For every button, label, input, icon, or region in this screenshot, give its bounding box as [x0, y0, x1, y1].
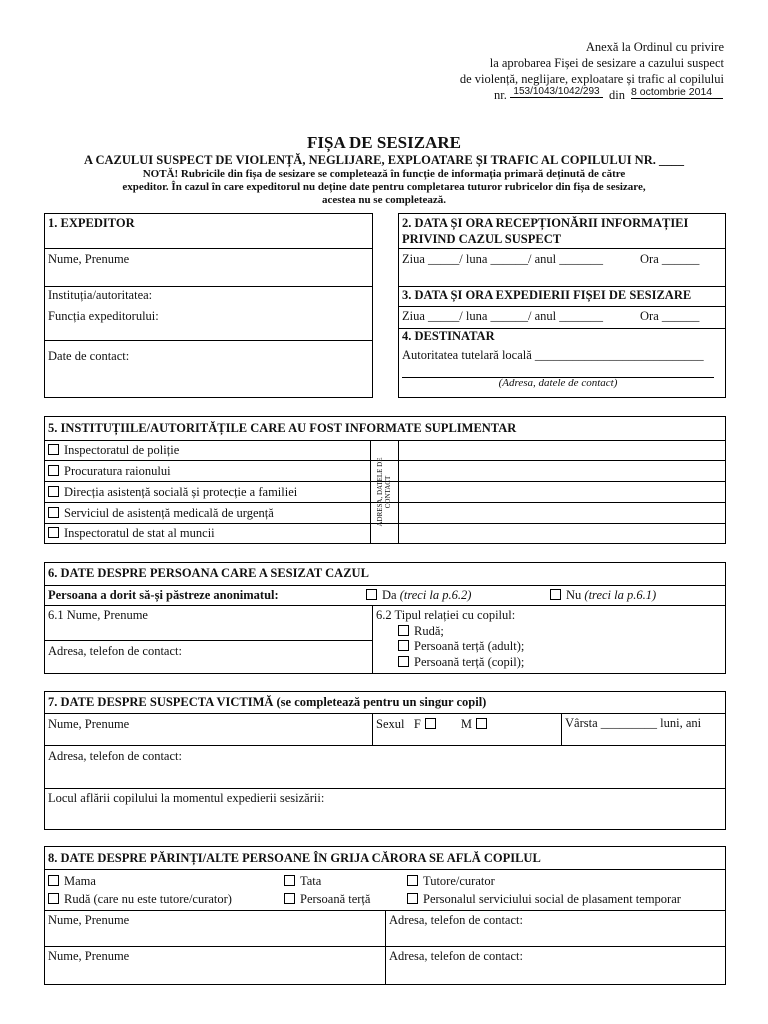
victim-location-field[interactable]: Locul aflării copilului la momentul expedierii sesizării: — [48, 791, 325, 805]
guardian-2-name-field[interactable]: Nume, Prenume — [48, 949, 130, 963]
checkbox[interactable] — [407, 893, 418, 904]
checkbox[interactable] — [425, 718, 436, 729]
section-7-title: 7. DATE DESPRE SUSPECTA VICTIMĂ (se completează pentru un singur copil) — [48, 695, 487, 709]
guardian-option[interactable]: Tutore/curator — [407, 874, 495, 889]
section-6-title: 6. DATE DESPRE PERSOANA CARE A SESIZAT CAZUL — [48, 566, 369, 580]
annex-line-2: la aprobarea Fișei de sesizare a cazului suspect — [489, 56, 724, 70]
guardian-option[interactable]: Persoană terță — [284, 892, 370, 907]
guardian-1-name-field[interactable]: Nume, Prenume — [48, 913, 130, 927]
checkbox[interactable] — [48, 465, 59, 476]
victim-sex-field[interactable]: Sexul F M — [376, 717, 487, 732]
note-line-2: expeditor. În cazul în care expeditorul nu deține date pentru completarea tuturor rubricelor din fișa de sesizare, — [122, 181, 646, 193]
section-3-title: 3. DATA ȘI ORA EXPEDIERII FIȘEI DE SESIZARE — [402, 288, 692, 302]
form-title: FIȘA DE SESIZARE — [306, 133, 461, 152]
checkbox[interactable] — [48, 893, 59, 904]
section-5-title: 5. INSTITUȚIILE/AUTORITĂȚILE CARE AU FOST INFORMATE SUPLIMENTAR — [48, 421, 517, 435]
checkbox[interactable] — [48, 507, 59, 518]
reporter-name-field[interactable]: 6.1 Nume, Prenume — [48, 608, 148, 622]
form-subtitle: A CAZULUI SUSPECT DE VIOLENȚĂ, NEGLIJARE, EXPLOATARE ȘI TRAFIC AL COPILULUI NR. ____ — [83, 153, 684, 167]
reception-date-field[interactable]: Ziua _____/ luna ______/ anul _______ — [402, 252, 604, 266]
dispatch-time-field[interactable]: Ora ______ — [640, 309, 700, 323]
recipient-caption: (Adresa, datele de contact) — [498, 377, 618, 389]
annex-din-value: 8 octombrie 2014 — [631, 86, 723, 99]
section-1-title: 1. EXPEDITOR — [48, 216, 135, 230]
checkbox[interactable] — [48, 486, 59, 497]
relationship-option[interactable]: Rudă; — [398, 624, 444, 639]
section-8-title: 8. DATE DESPRE PĂRINȚI/ALTE PERSOANE ÎN GRIJA CĂRORA SE AFLĂ COPILUL — [48, 851, 541, 865]
checkbox[interactable] — [476, 718, 487, 729]
checkbox[interactable] — [366, 589, 377, 600]
guardian-1-address-field[interactable]: Adresa, telefon de contact: — [389, 913, 523, 927]
contact-side-label: ADRESA, DATELE DE CONTACT — [376, 457, 392, 527]
section-1-expeditor — [44, 213, 373, 398]
note-line-1: NOTĂ! Rubricile din fișa de sesizare se completează în funcție de informația primară deținută de către — [142, 168, 626, 180]
checkbox[interactable] — [550, 589, 561, 600]
reporter-address-field[interactable]: Adresa, telefon de contact: — [48, 644, 182, 658]
relationship-option[interactable]: Persoană terță (copil); — [398, 655, 524, 670]
victim-address-field[interactable]: Adresa, telefon de contact: — [48, 749, 182, 763]
note-line-3: acestea nu se completează. — [321, 194, 447, 206]
institution-item[interactable]: Inspectoratul de poliție — [48, 443, 179, 458]
section-2-title-1: 2. DATA ȘI ORA RECEPȚIONĂRII INFORMAȚIEI — [402, 216, 689, 230]
anonymity-yes-option[interactable]: Da (treci la p.6.2) — [366, 588, 471, 603]
institution-item[interactable]: Direcția asistență socială și protecție a familiei — [48, 485, 297, 500]
guardian-option[interactable]: Tata — [284, 874, 321, 889]
victim-name-field[interactable]: Nume, Prenume — [48, 717, 130, 731]
expeditor-function-field[interactable]: Funcția expeditorului: — [48, 309, 159, 323]
guardian-option[interactable]: Personalul serviciului social de plasament temporar — [407, 892, 681, 907]
checkbox[interactable] — [48, 444, 59, 455]
expeditor-contact-field[interactable]: Date de contact: — [48, 349, 130, 363]
checkbox[interactable] — [48, 527, 59, 538]
checkbox[interactable] — [284, 893, 295, 904]
checkbox[interactable] — [407, 875, 418, 886]
annex-line-3: de violență, neglijare, exploatare și trafic al copilului — [459, 72, 724, 86]
guardian-option[interactable]: Rudă (care nu este tutore/curator) — [48, 892, 232, 907]
institution-item[interactable]: Procuratura raionului — [48, 464, 171, 479]
annex-nr-value: 153/1043/1042/293 — [510, 86, 603, 98]
checkbox[interactable] — [398, 625, 409, 636]
expeditor-name-field[interactable]: Nume, Prenume — [48, 252, 130, 266]
annex-nr-label: nr. — [494, 88, 507, 102]
victim-age-field[interactable]: Vârsta _________ luni, ani — [565, 716, 702, 730]
dispatch-date-field[interactable]: Ziua _____/ luna ______/ anul _______ — [402, 309, 604, 323]
guardian-2-address-field[interactable]: Adresa, telefon de contact: — [389, 949, 523, 963]
expeditor-institution-field[interactable]: Instituția/autoritatea: — [48, 288, 153, 302]
institution-item[interactable]: Inspectoratul de stat al muncii — [48, 526, 215, 541]
checkbox[interactable] — [398, 640, 409, 651]
annex-line-1: Anexă la Ordinul cu privire — [585, 40, 724, 54]
checkbox[interactable] — [398, 656, 409, 667]
anonymity-question: Persoana a dorit să-și păstreze anonimatul: — [48, 588, 279, 602]
relationship-option[interactable]: Persoană terță (adult); — [398, 639, 524, 654]
checkbox[interactable] — [48, 875, 59, 886]
section-4-title: 4. DESTINATAR — [402, 329, 495, 343]
annex-din-label: din — [609, 88, 625, 102]
institution-item[interactable]: Serviciul de asistență medicală de urgență — [48, 506, 274, 521]
relationship-title: 6.2 Tipul relației cu copilul: — [376, 608, 516, 622]
guardian-option[interactable]: Mama — [48, 874, 96, 889]
anonymity-no-option[interactable]: Nu (treci la p.6.1) — [550, 588, 656, 603]
checkbox[interactable] — [284, 875, 295, 886]
recipient-authority-field[interactable]: Autoritatea tutelară locală ___________________________ — [402, 348, 704, 362]
section-2-title-2: PRIVIND CAZUL SUSPECT — [402, 232, 562, 246]
reception-time-field[interactable]: Ora ______ — [640, 252, 700, 266]
